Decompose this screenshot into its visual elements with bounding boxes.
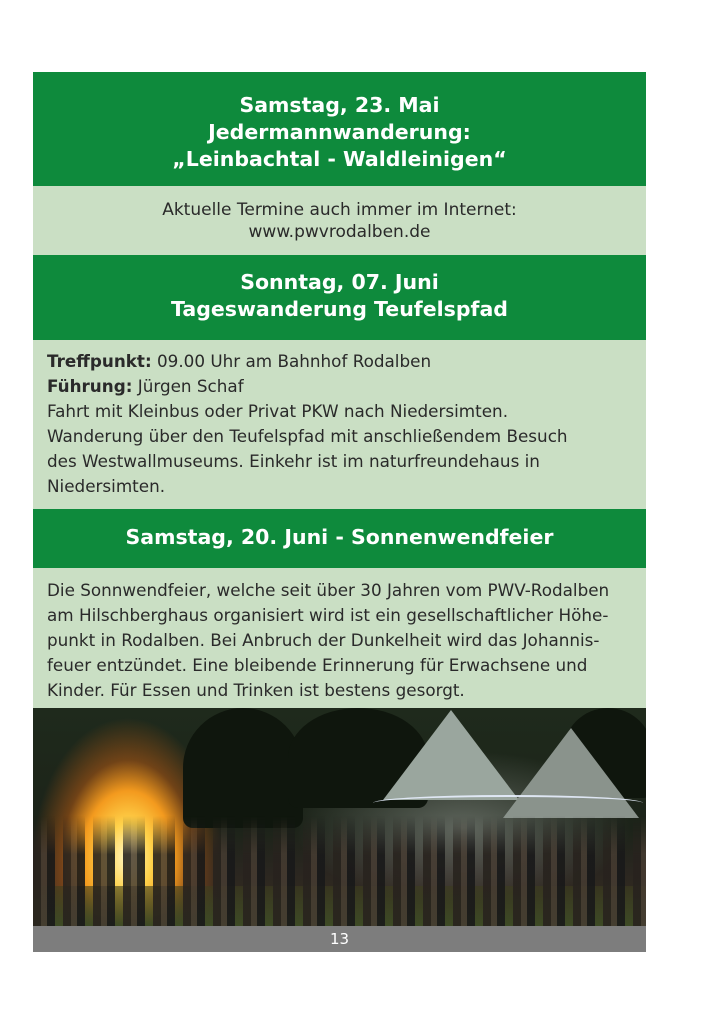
string-lights [373,795,643,811]
event-header-sonnenwendfeier [33,509,646,568]
description-line: Niedersimten. [47,476,166,496]
guide [47,374,634,399]
meeting-point-label: Treffpunkt: [47,351,152,371]
page-footer [33,926,646,952]
page-number: 13 [329,930,350,948]
event-date: Sonntag, 07. Juni [240,270,439,294]
page-content [33,72,646,952]
tent-roof [383,710,519,800]
event-header-teufelspfad [33,255,646,340]
meeting-point [47,349,634,374]
bonfire-photo [33,708,646,926]
description-line: am Hilschberghaus organisiert wird ist ein gesellschaftlicher Höhe- [47,605,609,625]
info-box [33,186,646,255]
event-header-jedermannwanderung [33,72,646,186]
event-details-sonnenwendfeier [33,568,646,708]
description-line: Fahrt mit Kleinbus oder Privat PKW nach Niedersimten. [47,401,509,421]
event-details-teufelspfad [33,340,646,509]
event-date: Samstag, 23. Mai [239,93,440,117]
description-line: punkt in Rodalben. Bei Anbruch der Dunkelheit wird das Johannis- [47,630,600,650]
event-title: Jedermannwanderung: [208,120,471,144]
description-line: Wanderung über den Teufelspfad mit anschließendem Besuch [47,426,568,446]
tree-silhouette [183,708,303,828]
description-line: feuer entzündet. Eine bleibende Erinnerung für Erwachsene und [47,655,588,675]
info-text: Aktuelle Termine auch immer im Internet: [162,200,517,220]
guide-label: Führung: [47,376,133,396]
guide-value: Jürgen Schaf [132,376,244,396]
description-line: des Westwallmuseums. Einkehr ist im naturfreundehaus in [47,451,540,471]
meeting-point-value: 09.00 Uhr am Bahnhof Rodalben [151,351,432,371]
website-link[interactable]: www.pwvrodalben.de [248,222,431,242]
event-title: Samstag, 20. Juni - Sonnenwendfeier [125,525,554,549]
event-route: „Leinbachtal - Waldleinigen“ [172,147,507,171]
event-title: Tageswanderung Teufelspfad [171,297,508,321]
description-line: Kinder. Für Essen und Trinken ist bestens gesorgt. [47,680,465,700]
crowd-silhouettes [33,816,646,926]
description-line: Die Sonnwendfeier, welche seit über 30 Jahren vom PWV-Rodalben [47,580,610,600]
